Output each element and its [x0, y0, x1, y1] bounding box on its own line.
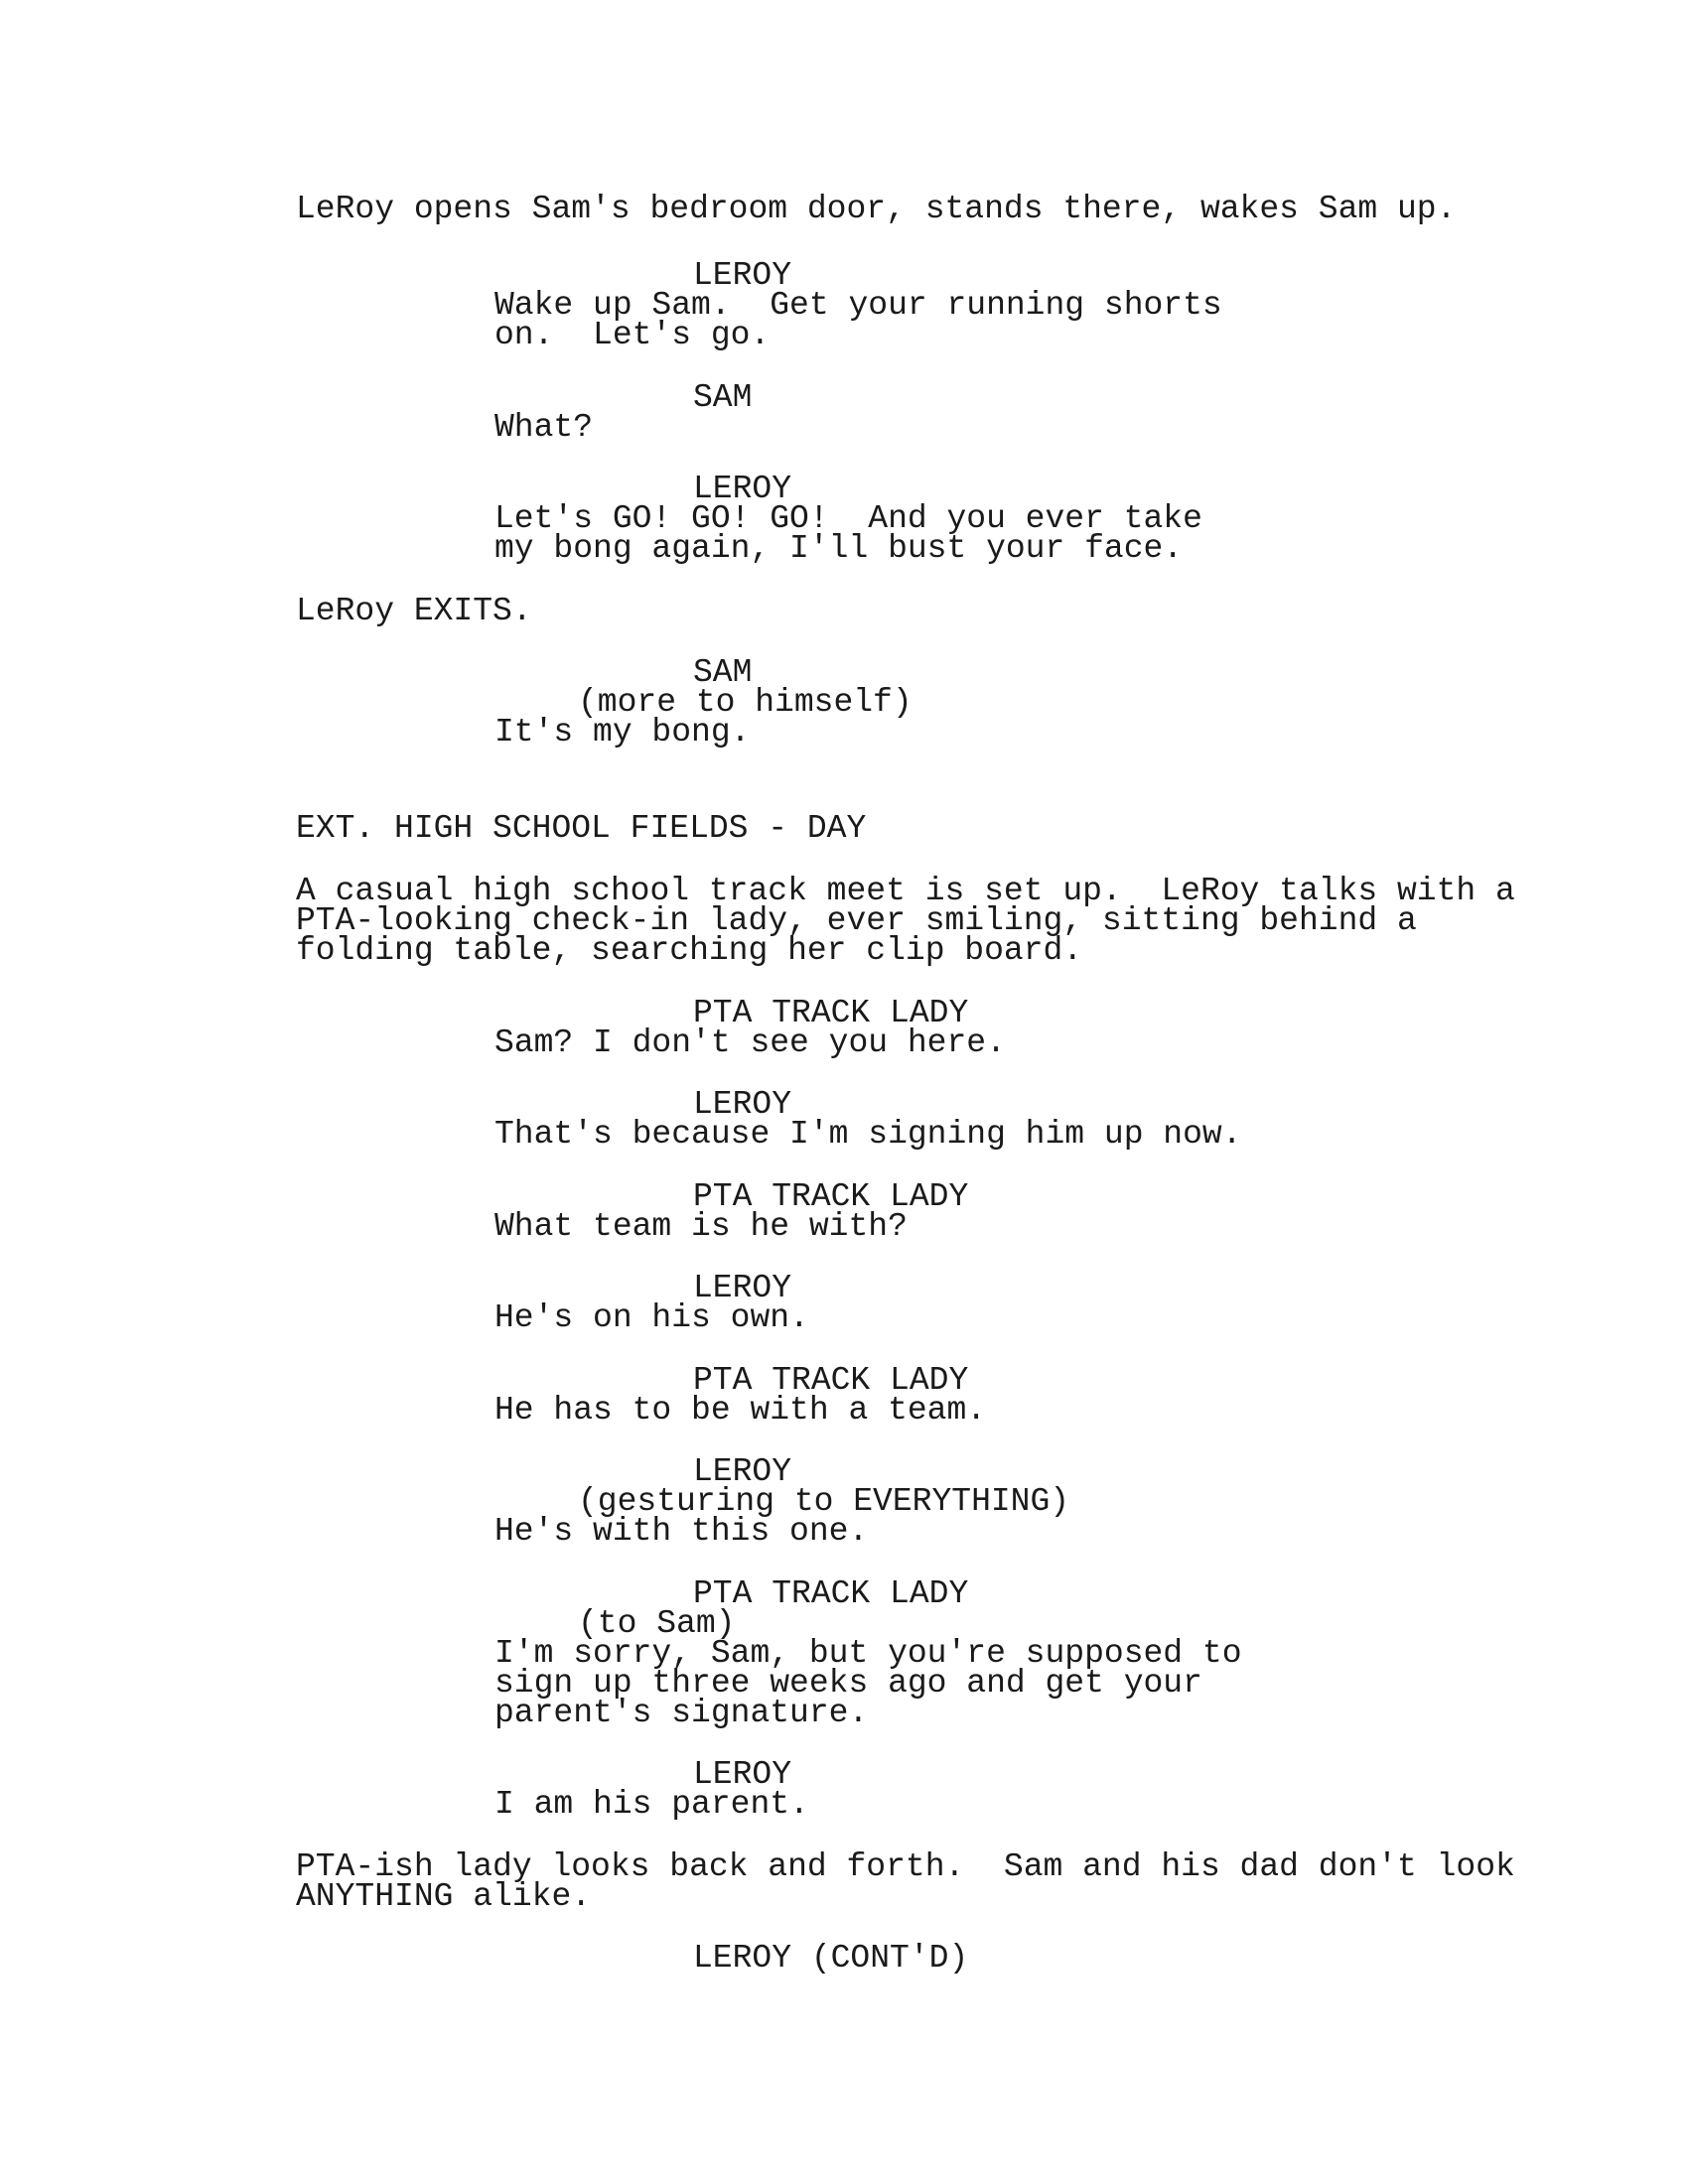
dialogue-line: Wake up Sam. Get your running shorts — [494, 287, 1222, 324]
dialogue-line: I am his parent. — [494, 1786, 809, 1823]
character-name: LEROY — [693, 1086, 792, 1123]
action-line: PTA-looking check-in lady, ever smiling, sitting behind a — [296, 902, 1417, 939]
action-line: folding table, searching her clip board. — [296, 932, 1083, 969]
character-name: LEROY — [693, 1453, 792, 1490]
action-line: ANYTHING alike. — [296, 1878, 592, 1915]
action-line: LeRoy opens Sam's bedroom door, stands there, wakes Sam up. — [296, 191, 1457, 227]
dialogue-line: He's with this one. — [494, 1513, 869, 1550]
scene-heading: EXT. HIGH SCHOOL FIELDS - DAY — [296, 810, 867, 847]
character-name: LEROY — [693, 257, 792, 294]
character-name: PTA TRACK LADY — [693, 1575, 969, 1612]
parenthetical: (to Sam) — [578, 1605, 736, 1642]
dialogue-line: I'm sorry, Sam, but you're supposed to — [494, 1635, 1242, 1672]
parenthetical: (gesturing to EVERYTHING) — [578, 1483, 1070, 1520]
character-name: LEROY — [693, 1756, 792, 1793]
character-name: LEROY — [693, 1270, 792, 1306]
dialogue-line: parent's signature. — [494, 1695, 869, 1731]
dialogue-line: What team is he with? — [494, 1208, 908, 1245]
dialogue-line: What? — [494, 409, 594, 446]
parenthetical: (more to himself) — [578, 684, 913, 721]
dialogue-line: on. Let's go. — [494, 317, 771, 353]
dialogue-line: my bong again, I'll bust your face. — [494, 530, 1184, 567]
action-line: A casual high school track meet is set up. LeRoy talks with a — [296, 873, 1515, 909]
dialogue-line: Sam? I don't see you here. — [494, 1024, 1006, 1061]
character-name: LEROY — [693, 471, 792, 507]
dialogue-line: He's on his own. — [494, 1299, 809, 1336]
character-name: SAM — [693, 379, 753, 416]
character-name: LEROY (CONT'D) — [693, 1940, 969, 1977]
action-line: LeRoy EXITS. — [296, 593, 532, 629]
dialogue-line: That's because I'm signing him up now. — [494, 1116, 1242, 1153]
character-name: PTA TRACK LADY — [693, 1362, 969, 1399]
dialogue-line: It's my bong. — [494, 714, 751, 751]
dialogue-line: Let's GO! GO! GO! And you ever take — [494, 500, 1202, 537]
action-line: PTA-ish lady looks back and forth. Sam and his dad don't look — [296, 1848, 1515, 1885]
dialogue-line: sign up three weeks ago and get your — [494, 1665, 1202, 1702]
character-name: SAM — [693, 654, 753, 691]
dialogue-line: He has to be with a team. — [494, 1392, 987, 1429]
character-name: PTA TRACK LADY — [693, 1178, 969, 1215]
character-name: PTA TRACK LADY — [693, 995, 969, 1031]
